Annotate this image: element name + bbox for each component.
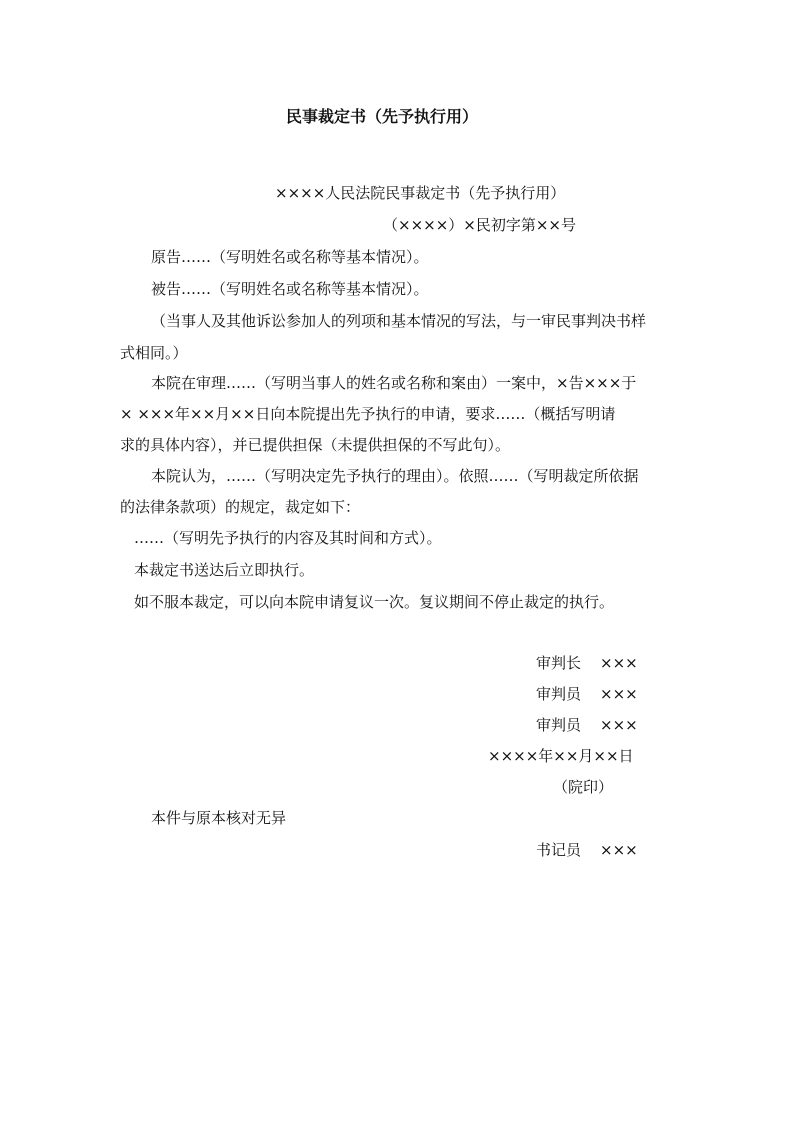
defendant-line: 被告……（写明姓名或名称等基本情况）。 — [151, 280, 429, 298]
signature-name: ××× — [600, 654, 638, 672]
reasoning-paragraph-line-1: 本院认为，……（写明决定先予执行的理由）。依照……（写明裁定所依据 — [151, 467, 639, 485]
document-title: 民事裁定书（先予执行用） — [286, 107, 479, 126]
reasoning-paragraph-line-2: 的法律条款项）的规定，裁定如下： — [120, 498, 361, 516]
verification-statement: 本件与原本核对无异 — [151, 809, 287, 827]
signature-role: 审判长 — [536, 654, 582, 672]
signature-clerk — [536, 840, 638, 860]
application-paragraph-line-2: × ×××年××月××日向本院提出先予执行的申请，要求……（概括写明请 — [120, 405, 616, 423]
ruling-date: ××××年××月××日 — [488, 747, 634, 765]
signature-name: ××× — [600, 685, 638, 703]
signature-presiding-judge — [536, 653, 638, 673]
signature-name: ××× — [600, 716, 638, 734]
signature-role: 审判员 — [536, 716, 582, 734]
court-header-line: ××××人民法院民事裁定书（先予执行用） — [275, 184, 566, 202]
signature-name: ××× — [600, 841, 638, 859]
appeal-statement: 如不服本裁定，可以向本院申请复议一次。复议期间不停止裁定的执行。 — [134, 593, 615, 611]
party-note-line-1: （当事人及其他诉讼参加人的列项和基本情况的写法，与一审民事判决书样 — [151, 312, 647, 330]
signature-role: 审判员 — [536, 685, 582, 703]
ruling-content: ……（写明先予执行的内容及其时间和方式）。 — [134, 529, 442, 547]
signature-role: 书记员 — [536, 841, 582, 859]
signature-judge-1 — [536, 684, 638, 704]
application-paragraph-line-1: 本院在审理……（写明当事人的姓名或名称和案由）一案中，×告×××于 — [151, 374, 637, 392]
signature-judge-2 — [536, 715, 638, 735]
party-note-line-2: 式相同。） — [120, 344, 188, 362]
application-paragraph-line-3: 求的具体内容），并已提供担保（未提供担保的不写此句）。 — [120, 436, 511, 454]
plaintiff-line: 原告……（写明姓名或名称等基本情况）。 — [151, 248, 429, 266]
effect-statement: 本裁定书送达后立即执行。 — [134, 561, 315, 579]
case-number: （××××）×民初字第××号 — [383, 216, 576, 234]
court-seal: （院印） — [553, 778, 614, 796]
